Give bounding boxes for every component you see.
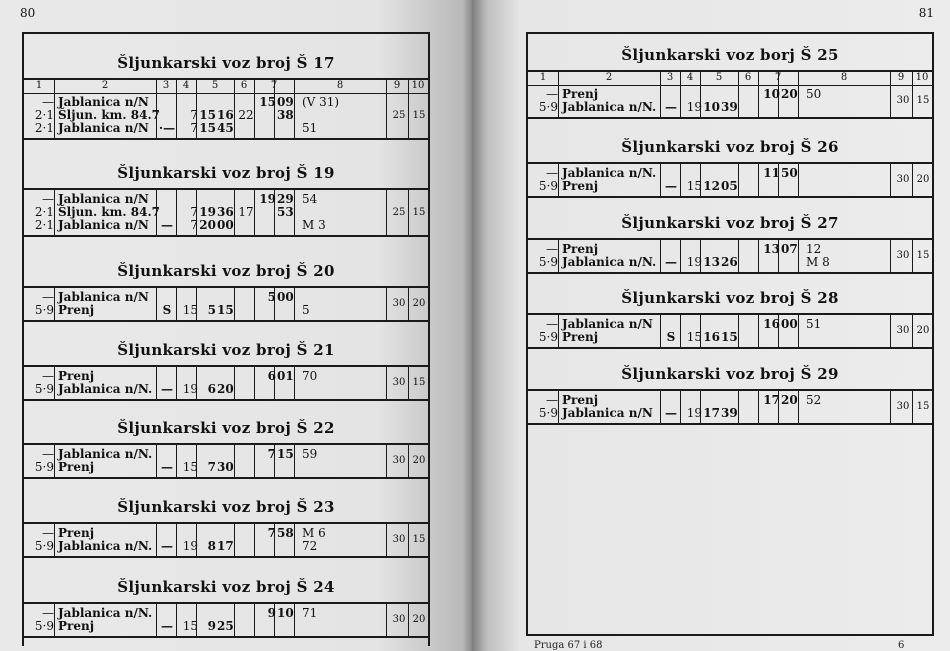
- column-header: 10: [915, 72, 929, 83]
- km-cell: —: [546, 393, 558, 407]
- note-cell: 51: [806, 317, 822, 331]
- grid-line: [54, 80, 55, 93]
- mark-cell: —: [665, 100, 677, 114]
- km-cell: —: [42, 447, 54, 461]
- km-cell: —: [42, 95, 54, 109]
- column-header: 3: [666, 72, 674, 83]
- arrival-hour: 7: [207, 460, 216, 474]
- km-cell: —: [42, 290, 54, 304]
- train-table: [24, 602, 428, 638]
- arrival-minute: 05: [721, 179, 738, 193]
- station-cell: Jablanica n/N.: [58, 382, 153, 396]
- departure-minute: 58: [277, 526, 294, 540]
- note-cell: 71: [302, 606, 318, 620]
- note-cell: 5: [302, 303, 310, 317]
- grid-line: [54, 524, 55, 556]
- note-cell: M 6: [302, 526, 326, 540]
- limit-cell: 30: [392, 614, 406, 625]
- departure-minute: 50: [781, 166, 798, 180]
- mark-cell: —: [665, 406, 677, 420]
- train-title: Šljunkarski voz broj Š 27: [621, 214, 839, 232]
- grid-line: [890, 391, 891, 423]
- departure-hour: 13: [763, 242, 780, 256]
- km-cell: 5·9: [34, 460, 54, 474]
- km-cell: 5·9: [538, 406, 558, 420]
- station-cell: Prenj: [562, 330, 599, 344]
- speed-cell: 15: [182, 303, 198, 317]
- note-cell: 52: [806, 393, 822, 407]
- grid-line: [912, 164, 913, 196]
- arrival-minute: 26: [721, 255, 738, 269]
- note-cell: M 8: [806, 255, 830, 269]
- departure-hour: 5: [267, 290, 276, 304]
- arrival-minute: 15: [217, 303, 234, 317]
- gradient-cell: 15: [412, 110, 426, 121]
- column-header: 3: [162, 80, 170, 91]
- grid-line: [890, 72, 891, 85]
- left-page: [0, 0, 472, 651]
- column-header: 2: [605, 72, 613, 83]
- gradient-cell: 15: [412, 377, 426, 388]
- stop-cell: 17: [238, 205, 254, 219]
- speed-cell: 7: [190, 205, 198, 219]
- grid-line: [408, 80, 409, 93]
- arrival-minute: 45: [217, 121, 234, 135]
- train-table: [24, 188, 428, 237]
- column-header: 1: [539, 72, 547, 83]
- km-cell: —: [42, 192, 54, 206]
- arrival-minute: 16: [217, 108, 234, 122]
- column-header-row: [528, 70, 932, 86]
- station-cell: Prenj: [58, 369, 95, 383]
- train-table: [528, 162, 932, 198]
- grid-line: [700, 72, 701, 85]
- mark-cell: —: [161, 382, 173, 396]
- arrival-hour: 8: [207, 539, 216, 553]
- grid-line: [294, 80, 295, 93]
- page-number: 80: [20, 6, 36, 20]
- train-title: Šljunkarski voz broj Š 23: [117, 498, 335, 516]
- train-title: Šljunkarski voz broj Š 29: [621, 365, 839, 383]
- speed-cell: 7: [190, 108, 198, 122]
- train-table: [24, 93, 428, 140]
- grid-line: [54, 445, 55, 477]
- station-cell: Prenj: [562, 242, 599, 256]
- grid-line: [54, 604, 55, 636]
- grid-line: [408, 190, 409, 235]
- departure-hour: 17: [763, 393, 780, 407]
- arrival-hour: 13: [703, 255, 720, 269]
- limit-cell: 30: [896, 325, 910, 336]
- km-cell: 5·9: [34, 382, 54, 396]
- train-table: [24, 286, 428, 322]
- km-cell: 5·9: [538, 255, 558, 269]
- departure-hour: 11: [763, 166, 780, 180]
- note-cell: M 3: [302, 218, 326, 232]
- departure-minute: 09: [277, 95, 294, 109]
- station-cell: Šljun. km. 84.7: [58, 108, 160, 122]
- km-cell: —: [42, 369, 54, 383]
- arrival-hour: 19: [199, 205, 216, 219]
- departure-minute: 20: [781, 87, 798, 101]
- station-cell: Jablanica n/N: [58, 290, 149, 304]
- arrival-hour: 5: [207, 303, 216, 317]
- arrival-hour: 20: [199, 218, 216, 232]
- train-table: [24, 365, 428, 401]
- train-title: Šljunkarski voz broj Š 20: [117, 262, 335, 280]
- page-number: 81: [918, 6, 934, 20]
- grid-line: [54, 93, 55, 138]
- speed-cell: 19: [686, 255, 702, 269]
- departure-minute: 20: [781, 393, 798, 407]
- station-cell: Jablanica n/N.: [562, 100, 657, 114]
- grid-line: [176, 80, 177, 93]
- column-header-row: [24, 78, 428, 94]
- limit-cell: 25: [392, 110, 406, 121]
- note-cell: 72: [302, 539, 318, 553]
- speed-cell: 15: [686, 330, 702, 344]
- gradient-cell: 20: [412, 298, 426, 309]
- train-title: Šljunkarski voz broj Š 17: [117, 54, 335, 72]
- footer-sheet-number: 6: [898, 640, 905, 651]
- grid-line: [798, 72, 799, 85]
- grid-line: [386, 93, 387, 138]
- grid-line: [558, 391, 559, 423]
- mark-cell: —: [665, 179, 677, 193]
- limit-cell: 25: [392, 207, 406, 218]
- station-cell: Prenj: [58, 460, 95, 474]
- km-cell: 5·9: [34, 303, 54, 317]
- gradient-cell: 20: [412, 614, 426, 625]
- km-cell: 5·9: [34, 619, 54, 633]
- mark-cell: —: [161, 460, 173, 474]
- grid-line: [408, 445, 409, 477]
- station-cell: Jablanica n/N.: [58, 447, 153, 461]
- speed-cell: 7: [190, 218, 198, 232]
- arrival-hour: 15: [199, 121, 216, 135]
- station-cell: Šljun. km. 84.7: [58, 205, 160, 219]
- km-cell: 5·9: [538, 100, 558, 114]
- grid-line: [890, 240, 891, 272]
- speed-cell: 7: [190, 121, 198, 135]
- station-cell: Jablanica n/N: [58, 192, 149, 206]
- train-title: Šljunkarski voz broj Š 28: [621, 289, 839, 307]
- train-table: [24, 522, 428, 558]
- train-title: Šljunkarski voz broj Š 26: [621, 138, 839, 156]
- mark-cell: —: [161, 619, 173, 633]
- km-cell: 2·1: [34, 121, 54, 135]
- gradient-cell: 15: [916, 95, 930, 106]
- mark-cell: —: [161, 218, 173, 232]
- grid-line: [912, 315, 913, 347]
- station-cell: Prenj: [58, 619, 95, 633]
- column-header: 9: [393, 80, 401, 91]
- note-cell: 12: [806, 242, 822, 256]
- arrival-hour: 16: [703, 330, 720, 344]
- departure-minute: 38: [277, 108, 294, 122]
- grid-line: [156, 80, 157, 93]
- column-header: 2: [101, 80, 109, 91]
- station-cell: Jablanica n/N: [58, 218, 149, 232]
- speed-cell: 15: [182, 460, 198, 474]
- column-header: 8: [336, 80, 344, 91]
- gradient-cell: 20: [916, 325, 930, 336]
- train-table: [24, 443, 428, 479]
- km-cell: —: [546, 166, 558, 180]
- km-cell: —: [42, 526, 54, 540]
- grid-line: [408, 93, 409, 138]
- speed-cell: 19: [686, 406, 702, 420]
- grid-line: [274, 80, 275, 93]
- arrival-hour: 9: [207, 619, 216, 633]
- km-cell: 2·1: [34, 205, 54, 219]
- arrival-hour: 17: [703, 406, 720, 420]
- grid-line: [234, 80, 235, 93]
- departure-hour: 6: [267, 369, 276, 383]
- km-cell: 5·9: [538, 179, 558, 193]
- speed-cell: 19: [182, 539, 198, 553]
- grid-line: [408, 288, 409, 320]
- arrival-minute: 39: [721, 100, 738, 114]
- grid-line: [680, 72, 681, 85]
- column-header: 7: [270, 80, 278, 91]
- limit-cell: 30: [392, 455, 406, 466]
- station-cell: Prenj: [58, 303, 95, 317]
- column-header: 7: [774, 72, 782, 83]
- train-title: Šljunkarski voz broj Š 24: [117, 578, 335, 596]
- arrival-hour: 12: [703, 179, 720, 193]
- departure-hour: 16: [763, 317, 780, 331]
- grid-line: [386, 80, 387, 93]
- grid-line: [912, 85, 913, 117]
- grid-line: [890, 85, 891, 117]
- note-cell: 51: [302, 121, 318, 135]
- departure-minute: 29: [277, 192, 294, 206]
- right-page: [472, 0, 950, 651]
- stop-cell: 22: [238, 108, 254, 122]
- train-title: Šljunkarski voz broj Š 21: [117, 341, 335, 359]
- station-cell: Prenj: [562, 179, 599, 193]
- grid-line: [408, 524, 409, 556]
- train-title: Šljunkarski voz broj Š 22: [117, 419, 335, 437]
- station-cell: Prenj: [562, 393, 599, 407]
- grid-line: [54, 288, 55, 320]
- column-header: 10: [411, 80, 425, 91]
- station-cell: Jablanica n/N: [562, 406, 653, 420]
- limit-cell: 30: [392, 298, 406, 309]
- note-cell: 70: [302, 369, 318, 383]
- speed-cell: 15: [686, 179, 702, 193]
- station-cell: Prenj: [58, 526, 95, 540]
- grid-line: [738, 72, 739, 85]
- gradient-cell: 15: [412, 534, 426, 545]
- train-table: [528, 389, 932, 425]
- gradient-cell: 20: [412, 455, 426, 466]
- arrival-minute: 39: [721, 406, 738, 420]
- train-table: [528, 313, 932, 349]
- column-header: 8: [840, 72, 848, 83]
- km-cell: —: [42, 606, 54, 620]
- train-table: [528, 85, 932, 119]
- arrival-hour: 6: [207, 382, 216, 396]
- footer-route-label: Pruga 67 i 68: [534, 640, 603, 651]
- arrival-minute: 20: [217, 382, 234, 396]
- grid-line: [890, 164, 891, 196]
- grid-line: [912, 72, 913, 85]
- gradient-cell: 15: [916, 401, 930, 412]
- gradient-cell: 15: [916, 250, 930, 261]
- speed-cell: 19: [182, 382, 198, 396]
- grid-line: [386, 367, 387, 399]
- station-cell: Prenj: [562, 87, 599, 101]
- grid-line: [54, 190, 55, 235]
- column-header: 9: [897, 72, 905, 83]
- grid-line: [254, 80, 255, 93]
- limit-cell: 30: [896, 401, 910, 412]
- train-table: [528, 238, 932, 274]
- departure-minute: 00: [277, 290, 294, 304]
- grid-line: [890, 315, 891, 347]
- departure-minute: 10: [277, 606, 294, 620]
- train-title: Šljunkarski voz borj Š 25: [621, 46, 839, 64]
- grid-line: [912, 240, 913, 272]
- departure-hour: 19: [259, 192, 276, 206]
- departure-hour: 15: [259, 95, 276, 109]
- limit-cell: 30: [392, 377, 406, 388]
- station-cell: Jablanica n/N: [562, 317, 653, 331]
- arrival-hour: 10: [703, 100, 720, 114]
- timetable-frame: [22, 32, 430, 646]
- grid-line: [912, 391, 913, 423]
- km-cell: 2·1: [34, 218, 54, 232]
- column-header: 6: [744, 72, 752, 83]
- gradient-cell: 15: [412, 207, 426, 218]
- departure-minute: 15: [277, 447, 294, 461]
- grid-line: [386, 445, 387, 477]
- station-cell: Jablanica n/N.: [58, 539, 153, 553]
- departure-minute: 01: [277, 369, 294, 383]
- grid-line: [660, 72, 661, 85]
- timetable-frame: [526, 32, 934, 636]
- mark-cell: ·—: [158, 121, 176, 135]
- note-cell: 50: [806, 87, 822, 101]
- column-header: 5: [211, 80, 219, 91]
- grid-line: [54, 367, 55, 399]
- station-cell: Jablanica n/N: [58, 121, 149, 135]
- arrival-minute: 25: [217, 619, 234, 633]
- train-title: Šljunkarski voz broj Š 19: [117, 164, 335, 182]
- grid-line: [558, 72, 559, 85]
- grid-line: [558, 164, 559, 196]
- grid-line: [558, 85, 559, 117]
- km-cell: —: [546, 87, 558, 101]
- arrival-minute: 00: [217, 218, 234, 232]
- grid-line: [386, 524, 387, 556]
- grid-line: [386, 288, 387, 320]
- departure-hour: 10: [763, 87, 780, 101]
- limit-cell: 30: [896, 95, 910, 106]
- grid-line: [558, 240, 559, 272]
- speed-cell: 19: [686, 100, 702, 114]
- column-header: 1: [35, 80, 43, 91]
- departure-minute: 53: [277, 205, 294, 219]
- arrival-hour: 15: [199, 108, 216, 122]
- station-cell: Jablanica n/N.: [562, 166, 657, 180]
- mark-cell: —: [161, 539, 173, 553]
- station-cell: Jablanica n/N: [58, 95, 149, 109]
- speed-cell: 15: [182, 619, 198, 633]
- station-cell: Jablanica n/N.: [58, 606, 153, 620]
- km-cell: —: [546, 317, 558, 331]
- km-cell: 2·1: [34, 108, 54, 122]
- mark-cell: S: [666, 330, 676, 344]
- column-header: 4: [182, 80, 190, 91]
- km-cell: 5·9: [538, 330, 558, 344]
- arrival-minute: 36: [217, 205, 234, 219]
- station-cell: Jablanica n/N.: [562, 255, 657, 269]
- departure-hour: 9: [267, 606, 276, 620]
- km-cell: 5·9: [34, 539, 54, 553]
- grid-line: [408, 604, 409, 636]
- grid-line: [558, 315, 559, 347]
- km-cell: —: [546, 242, 558, 256]
- arrival-minute: 30: [217, 460, 234, 474]
- arrival-minute: 15: [721, 330, 738, 344]
- departure-minute: 07: [781, 242, 798, 256]
- mark-cell: —: [665, 255, 677, 269]
- grid-line: [386, 190, 387, 235]
- grid-line: [778, 72, 779, 85]
- gradient-cell: 20: [916, 174, 930, 185]
- column-header: 5: [715, 72, 723, 83]
- column-header: 4: [686, 72, 694, 83]
- column-header: 6: [240, 80, 248, 91]
- note-cell: 59: [302, 447, 318, 461]
- note-cell: (V 31): [302, 95, 340, 109]
- grid-line: [408, 367, 409, 399]
- departure-hour: 7: [267, 447, 276, 461]
- limit-cell: 30: [896, 174, 910, 185]
- departure-hour: 7: [267, 526, 276, 540]
- grid-line: [386, 604, 387, 636]
- mark-cell: S: [162, 303, 172, 317]
- grid-line: [196, 80, 197, 93]
- limit-cell: 30: [392, 534, 406, 545]
- grid-line: [758, 72, 759, 85]
- arrival-minute: 17: [217, 539, 234, 553]
- departure-minute: 00: [781, 317, 798, 331]
- note-cell: 54: [302, 192, 318, 206]
- limit-cell: 30: [896, 250, 910, 261]
